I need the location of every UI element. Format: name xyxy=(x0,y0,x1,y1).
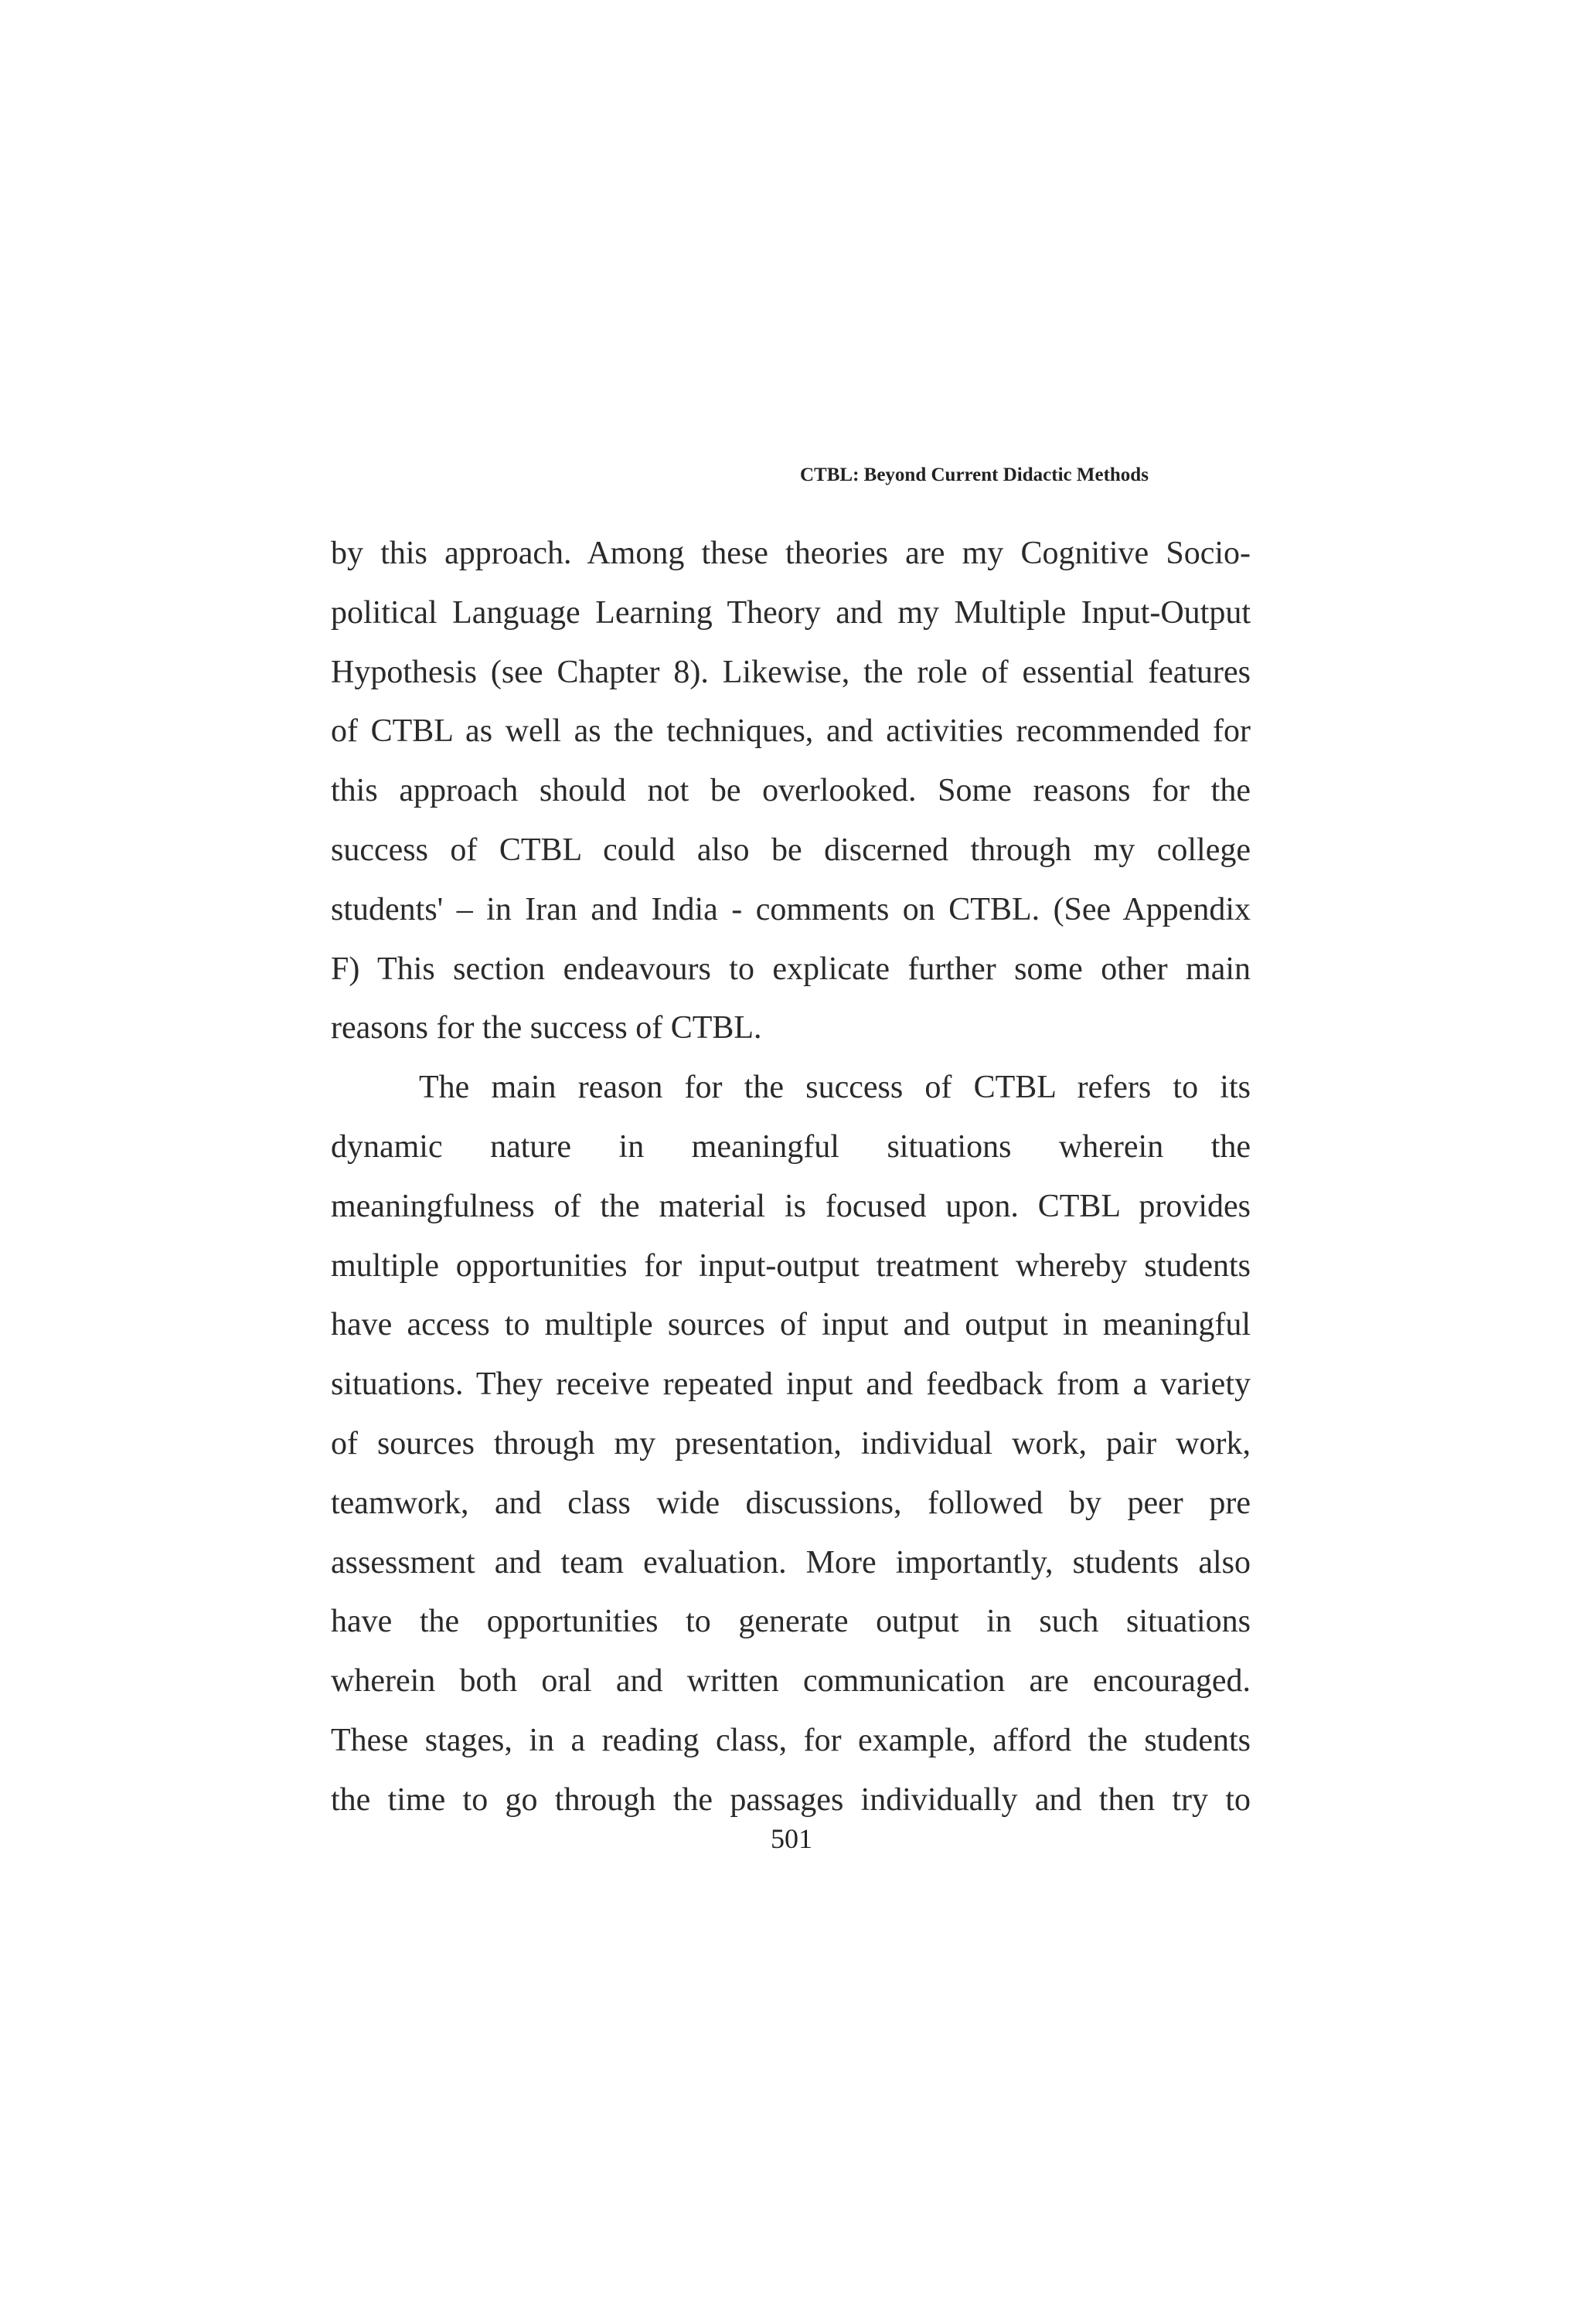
text-line: have the opportunities to generate output in such situations xyxy=(331,1604,1251,1640)
paragraph-2 xyxy=(331,1066,1251,1837)
text-line: success of CTBL could also be discerned through my college xyxy=(331,832,1251,868)
text-line: the time to go through the passages individually and then try to xyxy=(331,1781,1251,1818)
text-line: political Language Learning Theory and my Multiple Input-Output xyxy=(331,594,1251,631)
text-line: dynamic nature in meaningful situations wherein the xyxy=(331,1128,1251,1165)
text-line: situations. They receive repeated input and feedback from a variety xyxy=(331,1366,1251,1403)
text-line: of sources through my presentation, individual work, pair work, xyxy=(331,1425,1251,1461)
text-line: F) This section endeavours to explicate further some other main xyxy=(331,951,1251,987)
text-line: students' – in Iran and India - comments on CTBL. (See Appendix xyxy=(331,891,1251,927)
text-line: have access to multiple sources of input and output in meaningful xyxy=(331,1307,1251,1343)
text-line: Hypothesis (see Chapter 8). Likewise, the role of essential features xyxy=(331,654,1251,690)
text-line: reasons for the success of CTBL. xyxy=(331,1010,762,1046)
paragraph-1 xyxy=(331,532,1251,1066)
text-line: by this approach. Among these theories are my Cognitive Socio- xyxy=(331,536,1251,571)
text-line: teamwork, and class wide discussions, followed by peer pre xyxy=(331,1485,1251,1521)
text-line: of CTBL as well as the techniques, and activities recommended for xyxy=(331,713,1251,750)
text-line: multiple opportunities for input-output treatment whereby students xyxy=(331,1247,1251,1284)
text-line: The main reason for the success of CTBL refers to its xyxy=(419,1070,1251,1106)
text-line: this approach should not be overlooked. Some reasons for the xyxy=(331,773,1251,809)
text-line: meaningfulness of the material is focused upon. CTBL provides xyxy=(331,1188,1251,1224)
text-line: These stages, in a reading class, for example, afford the students xyxy=(331,1722,1251,1758)
page-number: 501 xyxy=(771,1823,812,1854)
body-text xyxy=(331,532,1251,1838)
running-header: CTBL: Beyond Current Didactic Methods xyxy=(800,464,1149,485)
text-line: assessment and team evaluation. More importantly, students also xyxy=(331,1544,1251,1581)
text-line: wherein both oral and written communication are encouraged. xyxy=(331,1663,1251,1700)
